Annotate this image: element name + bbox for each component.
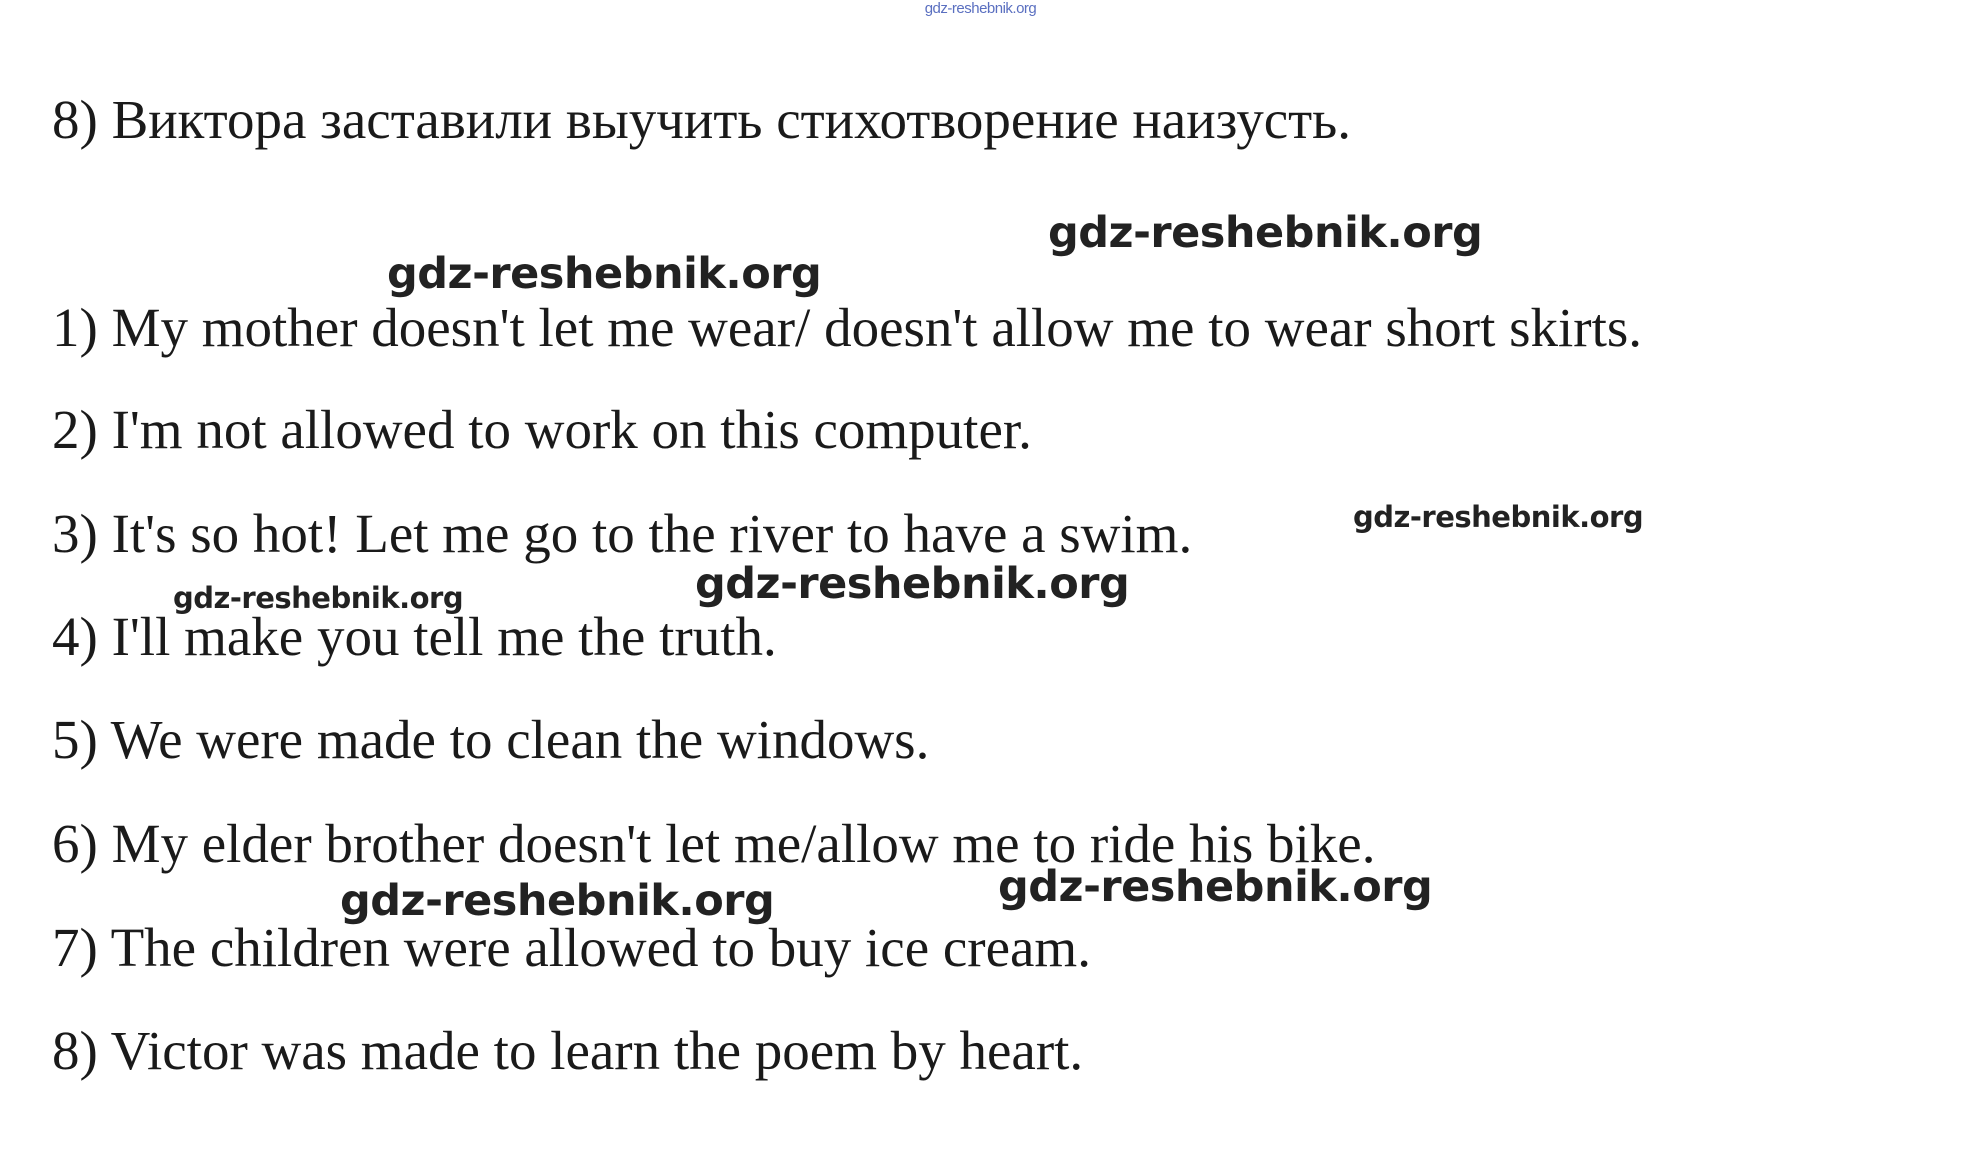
answer-line-2: 2) I'm not allowed to work on this computer.: [52, 399, 1032, 460]
answer-line-8: 8) Victor was made to learn the poem by heart.: [52, 1020, 1084, 1081]
answer-line-4: 4) I'll make you tell me the truth.: [52, 606, 777, 667]
answer-line-1: 1) My mother doesn't let me wear/ doesn't allow me to wear short skirts.: [52, 297, 1643, 358]
answer-line-6: 6) My elder brother doesn't let me/allow me to ride his bike.: [52, 813, 1376, 874]
answer-line-3: 3) It's so hot! Let me go to the river to have a swim.: [52, 503, 1193, 564]
watermark: gdz-reshebnik.org: [1048, 208, 1483, 258]
watermark: gdz-reshebnik.org: [1353, 500, 1644, 534]
answer-line-5: 5) We were made to clean the windows.: [52, 709, 930, 770]
watermark: gdz-reshebnik.org: [695, 559, 1130, 609]
watermark: gdz-reshebnik.org: [387, 249, 822, 299]
watermark: gdz-reshebnik.org: [340, 876, 775, 926]
header-watermark: gdz-reshebnik.org: [924, 0, 1037, 17]
watermark: gdz-reshebnik.org: [173, 581, 464, 615]
answer-line-7: 7) The children were allowed to buy ice cream.: [52, 917, 1091, 978]
watermark: gdz-reshebnik.org: [998, 862, 1433, 912]
task-line: 8) Виктора заставили выучить стихотворение наизусть.: [52, 89, 1351, 150]
